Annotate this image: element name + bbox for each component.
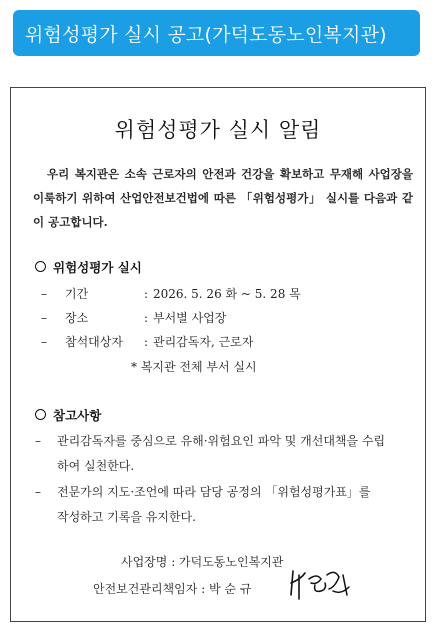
info-row-place: – 장소 : 부서별 사업장 <box>41 311 227 325</box>
notice-document <box>10 87 426 622</box>
section-heading-notes <box>35 406 101 424</box>
announcement-banner <box>13 10 420 56</box>
footer-org-value: 가덕도동노인복지관 <box>179 555 284 569</box>
note-line: 전문가의 지도·조언에 따라 담당 공정의 「위험성평가표」를 <box>57 485 371 499</box>
info-label: 참석대상자 <box>65 335 123 349</box>
intro-paragraph <box>33 162 413 234</box>
footer-manager: 안전보건관리책임자 : 박 순 규 <box>93 582 252 596</box>
intro-text: 우리 복지관은 소속 근로자의 안전과 건강을 확보하고 무재해 사업장을 이룩하기 위하여 산업안전보건법에 따른 「위험성평가」 실시를 다음과 같이 공고합니다. <box>33 167 413 229</box>
info-value: 관리감독자, 근로자 <box>153 335 254 349</box>
info-row-period: – 기간 : 2026. 5. 26 화 ~ 5. 28 목 <box>41 287 301 301</box>
note-item-2-cont: 작성하고 기록을 유지한다. <box>57 510 196 524</box>
dash-marker: – <box>35 485 41 499</box>
circle-outline-icon <box>35 261 46 272</box>
document-title: 위험성평가 실시 알림 <box>114 118 322 142</box>
footer-manager-label: 안전보건관리책임자 <box>93 582 198 596</box>
note-item-1 <box>35 432 385 449</box>
section-heading-implementation <box>35 258 142 276</box>
footer-manager-value: 박 순 규 <box>209 582 252 596</box>
info-row-attendees: – 참석대상자 : 관리감독자, 근로자 <box>41 335 254 349</box>
footer-organization: 사업장명 : 가덕도동노인복지관 <box>121 555 284 569</box>
note-item-2 <box>35 483 371 500</box>
banner-title: 위험성평가 실시 공고(가덕도동노인복지관) <box>25 23 387 46</box>
info-value: 2026. 5. 26 화 ~ 5. 28 목 <box>153 287 301 301</box>
note-line: 관리감독자를 중심으로 유해·위험요인 파악 및 개선대책을 수립 <box>57 434 386 448</box>
info-value: 부서별 사업장 <box>153 311 227 325</box>
section-heading-text: 참고사항 <box>53 408 102 423</box>
info-label: 기간 <box>65 287 89 301</box>
circle-outline-icon <box>35 409 46 420</box>
footer-org-label: 사업장명 <box>121 555 168 569</box>
note-item-1-cont: 하여 실천한다. <box>57 459 135 473</box>
info-label: 장소 <box>65 311 89 325</box>
section-heading-text: 위험성평가 실시 <box>53 260 142 275</box>
dash-marker: – <box>41 311 47 325</box>
dash-marker: – <box>41 287 47 301</box>
scope-note: * 복지관 전체 부서 실시 <box>131 360 257 374</box>
dash-marker: – <box>41 335 47 349</box>
handwritten-signature-icon <box>287 565 357 603</box>
dash-marker: – <box>35 434 41 448</box>
